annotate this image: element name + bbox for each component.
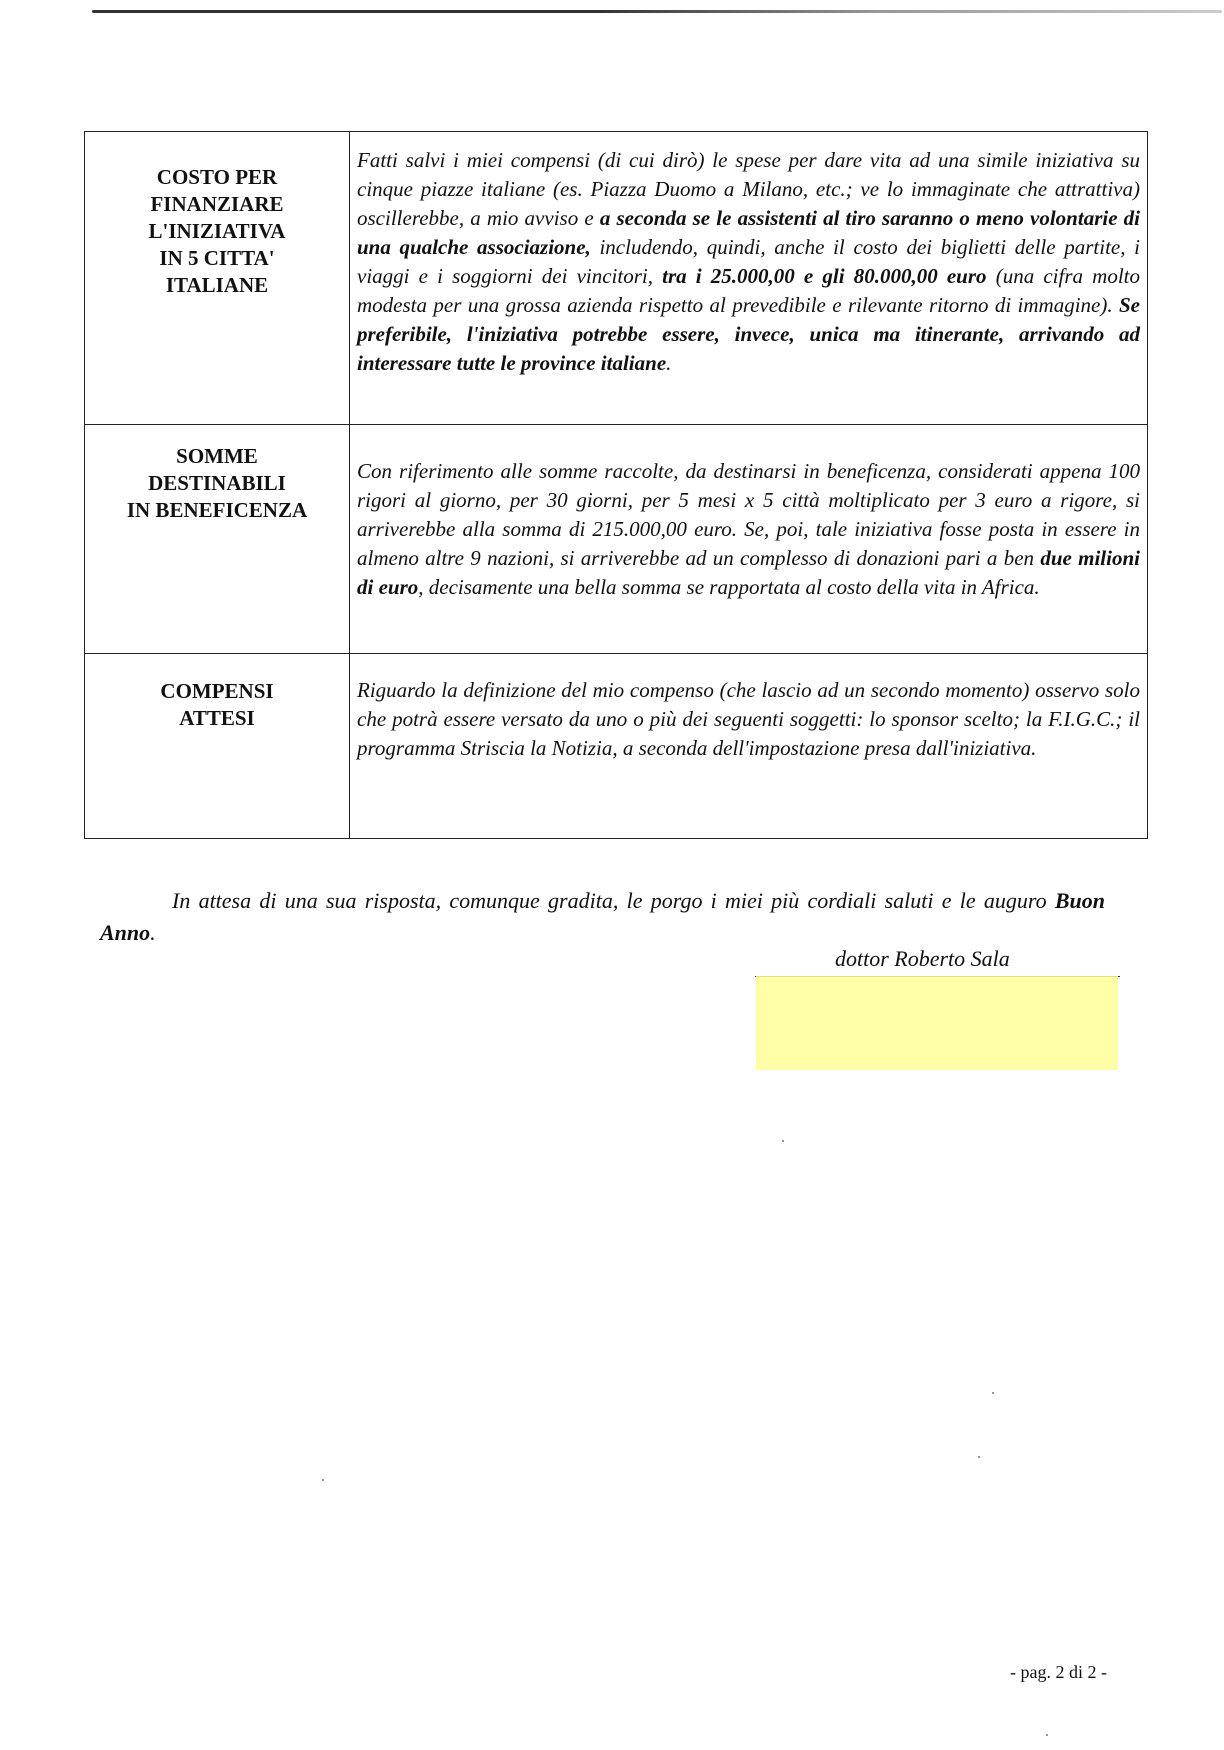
scan-speck: [978, 1456, 980, 1458]
scan-speck: [322, 1479, 324, 1481]
closing-paragraph: In attesa di una sua risposta, comunque gradita, le porgo i miei più cordiali saluti e le auguro Buon Anno.: [100, 888, 1105, 945]
page-number: - pag. 2 di 2 -: [1010, 1662, 1107, 1682]
scan-speck: [992, 1392, 994, 1394]
row-label-costs: COSTO PER FINANZIARE L'INIZIATIVA IN 5 CITTA' ITALIANE: [85, 132, 350, 424]
row-text-charity: Con riferimento alle somme raccolte, da destinarsi in beneficenza, considerati appena 100 rigori al giorno, per 30 giorni, per 5 mesi x 5 città moltiplicato per 3 euro a rigore, si arriverebbe alla somma di 215.000,00 euro. Se, poi, tale iniziativa fosse posta in essere in almeno altre 9 nazioni, si arriverebbe ad un complesso di donazioni pari a ben due milioni di euro, decisamente una bella somma se rapportata al costo della vita in Africa.: [357, 459, 1140, 599]
top-scan-line: [92, 10, 1222, 13]
scan-speck: [1046, 1734, 1048, 1736]
row-label-charity: SOMME DESTINABILI IN BENEFICENZA: [85, 425, 350, 653]
row-text-fees: Riguardo la definizione del mio compenso (che lascio ad un secondo momento) osservo solo che potrà essere versato da uno o più dei seguenti soggetti: lo sponsor scelto; la F.I.G.C.; il programma Striscia la Notizia, a seconda dell'impostazione presa dall'iniziativa.: [357, 678, 1140, 760]
table-row-costs: [85, 132, 1147, 424]
row-label-fees: COMPENSI ATTESI: [85, 654, 350, 838]
scan-speck: [782, 1140, 784, 1142]
row-text-costs: Fatti salvi i miei compensi (di cui dirò) le spese per dare vita ad una simile iniziativa su cinque piazze italiane (es. Piazza Duomo a Milano, etc.; ve lo immaginate che attrattiva) oscillerebbe, a mio avviso e a seconda se le assistenti al tiro saranno o meno volontarie di una qualche associazione, includendo, quindi, anche il costo dei biglietti delle partite, i viaggi e i soggiorni dei vincitori, tra i 25.000,00 e gli 80.000,00 euro (una cifra molto modesta per una grossa azienda rispetto al prevedibile e rilevante ritorno di immagine). Se preferibile, l'iniziativa potrebbe essere, invece, unica ma itinerante, arrivando ad interessare tutte le province italiane.: [357, 148, 1141, 375]
proposal-table: [84, 131, 1148, 839]
highlighted-signature-area: [756, 976, 1118, 1070]
table-row-fees: [85, 653, 1147, 838]
signature-line: dottor Roberto Sala: [755, 945, 1120, 977]
table-row-charity: [85, 424, 1147, 653]
